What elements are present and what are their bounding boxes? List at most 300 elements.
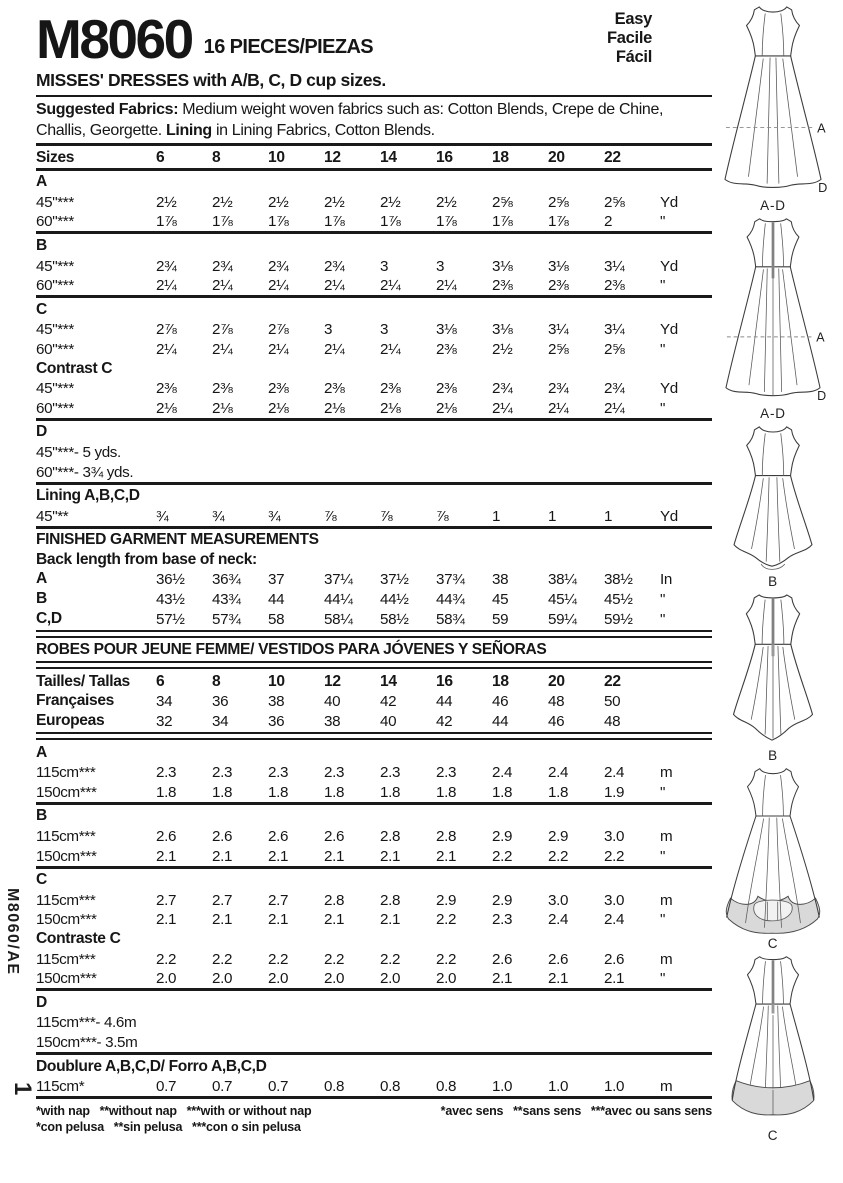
suggested-fabrics <box>36 100 712 141</box>
dress-short-front-illustration <box>714 422 832 574</box>
row-label: D <box>36 423 47 441</box>
row-label: Back length from base of neck: <box>36 550 257 568</box>
table-section-row <box>36 299 712 319</box>
yardage-value: 2.2 <box>492 847 513 865</box>
yardage-value: 0.7 <box>212 1078 233 1096</box>
yardage-value: 2¼ <box>156 340 177 358</box>
view-a-d-front <box>707 2 839 213</box>
yardage-value: 1 <box>548 507 557 525</box>
yardage-value: 2.2 <box>324 950 345 968</box>
yardage-value: 10 <box>268 672 285 690</box>
dress-short-back-illustration <box>714 590 832 748</box>
yardage-value: 2.0 <box>324 970 345 988</box>
row-label: Europeas <box>36 712 105 730</box>
yardage-value: 2.3 <box>156 764 177 782</box>
yardage-value: 2.8 <box>324 891 345 909</box>
yardage-value: 3⅛ <box>548 257 569 275</box>
yardage-value: 36 <box>212 693 229 711</box>
yardage-value: 2¼ <box>604 399 625 417</box>
yardage-value: 2.2 <box>548 847 569 865</box>
yardage-value: 2⅜ <box>324 380 345 398</box>
yardage-value: 2½ <box>436 193 457 211</box>
yardage-value: 2¾ <box>324 257 345 275</box>
yardage-value: 2.0 <box>380 970 401 988</box>
table-section-row <box>36 530 712 550</box>
yardage-value: 2.0 <box>212 970 233 988</box>
yardage-value: 0.8 <box>436 1078 457 1096</box>
yardage-value: 2.0 <box>268 970 289 988</box>
table-data-row <box>36 710 712 730</box>
yardage-value: 32 <box>156 713 173 731</box>
unit-label: " <box>660 783 666 801</box>
yardage-value: 2½ <box>156 193 177 211</box>
table-data-row <box>36 338 712 358</box>
fabrics-text: Medium weight woven fabrics such as: Cotton Blends, Crepe de Chine, Challis, Georgette. <box>36 101 664 139</box>
yardage-value: 2¾ <box>212 257 233 275</box>
yardage-value: 1⅞ <box>380 213 401 231</box>
yardage-value: 0.8 <box>324 1078 345 1096</box>
unit-label: Yd <box>660 380 678 398</box>
row-label: 45"*** <box>36 321 74 339</box>
yardage-value: 2¼ <box>324 277 345 295</box>
yardage-value: 2¾ <box>156 257 177 275</box>
row-label: C,D <box>36 609 62 627</box>
table-data-row <box>36 691 712 711</box>
view-a-d-back <box>707 214 839 421</box>
fabrics-label: Suggested Fabrics: <box>36 101 179 118</box>
table-data-row <box>36 378 712 398</box>
unit-label: Yd <box>660 257 678 275</box>
yardage-value: 2.7 <box>212 891 233 909</box>
table-section-row <box>36 1056 712 1076</box>
yardage-value: 2⅞ <box>268 321 289 339</box>
yardage-value: 2.6 <box>492 950 513 968</box>
table-divider <box>36 732 712 740</box>
yardage-value: 58 <box>268 610 285 628</box>
yardage-value: 2.1 <box>380 911 401 929</box>
row-label: 115cm*** <box>36 764 96 782</box>
row-label: 150cm*** <box>36 783 97 801</box>
row-label: 45"***- 5 yds. <box>36 443 121 461</box>
page-number: 1 <box>9 1082 36 1096</box>
yardage-value: 2.1 <box>324 911 345 929</box>
yardage-value: 58¼ <box>324 610 353 628</box>
yardage-value: 2⅞ <box>212 321 233 339</box>
yardage-value: 2.0 <box>156 970 177 988</box>
row-label: 150cm***- 3.5m <box>36 1033 138 1051</box>
row-label: Françaises <box>36 692 114 710</box>
yardage-value: 2.4 <box>604 911 625 929</box>
yardage-value: 2.6 <box>268 828 289 845</box>
yardage-value: 16 <box>436 148 453 166</box>
yardage-value: 12 <box>324 672 341 690</box>
row-label: FINISHED GARMENT MEASUREMENTS <box>36 531 319 549</box>
yardage-value: 2⅜ <box>212 380 233 398</box>
yardage-value: 34 <box>156 693 173 711</box>
yardage-value: 2.9 <box>492 891 513 909</box>
yardage-value: 2.6 <box>324 828 345 845</box>
yardage-value: 36 <box>268 713 285 731</box>
table-section-row <box>36 806 712 826</box>
yardage-value: 3 <box>380 321 389 339</box>
yardage-value: 2.6 <box>604 950 625 968</box>
yardage-value: 2¼ <box>268 277 289 295</box>
table-data-row <box>36 588 712 608</box>
row-label: 60"*** <box>36 277 74 295</box>
yardage-value: 2⅜ <box>548 277 569 295</box>
dress-long-back-illustration <box>707 214 839 406</box>
yardage-value: 2.1 <box>380 847 401 865</box>
unit-label: " <box>660 591 666 609</box>
yardage-value: 2⅝ <box>492 193 513 211</box>
table-data-row <box>36 397 712 417</box>
footnote-french: *avec sens **sans sens ***avec ou sans sens <box>440 1104 712 1119</box>
table-data-row <box>36 948 712 968</box>
row-label: 150cm*** <box>36 970 97 988</box>
footnote-spanish: *con pelusa **sin pelusa ***con o sin pelusa <box>36 1120 301 1135</box>
yardage-value: 10 <box>268 148 285 166</box>
table-section-row <box>36 358 712 378</box>
yardage-value: 3¼ <box>604 257 625 275</box>
yardage-value: 2.1 <box>268 847 289 865</box>
yardage-value: 2.2 <box>268 950 289 968</box>
yardage-value: 22 <box>604 148 621 166</box>
unit-label: m <box>660 891 673 909</box>
table-note-row <box>36 441 712 461</box>
yardage-value: 46 <box>548 713 565 731</box>
yardage-value: 0.8 <box>380 1078 401 1096</box>
yardage-value: 2⅝ <box>604 340 625 358</box>
yardage-value: 36½ <box>156 571 185 589</box>
yardage-value: 3¼ <box>548 321 569 339</box>
yardage-value: 38 <box>324 713 341 731</box>
yardage-value: 2.1 <box>548 970 569 988</box>
table-note-row <box>36 1012 712 1032</box>
yardage-value: 2.3 <box>492 911 513 929</box>
view-label-a: A <box>817 120 826 136</box>
difficulty-es: Fácil <box>615 48 652 66</box>
yardage-value: 2⅜ <box>492 277 513 295</box>
table-data-row <box>36 211 712 231</box>
view-caption: C <box>767 1128 779 1143</box>
yardage-value: 22 <box>604 672 621 690</box>
yardage-value: 38 <box>492 571 509 589</box>
unit-label: " <box>660 340 666 358</box>
footnotes-row <box>36 1104 712 1118</box>
row-label: B <box>36 807 47 825</box>
table-data-row <box>36 191 712 211</box>
table-divider <box>36 143 712 146</box>
dress-overlay-back-illustration <box>711 952 835 1128</box>
yardage-value: 45½ <box>604 591 633 609</box>
unit-label: m <box>660 764 673 782</box>
yardage-value: 1⅞ <box>268 213 289 231</box>
yardage-value: ¾ <box>156 507 169 525</box>
table-data-row <box>36 845 712 865</box>
yardage-value: 1.8 <box>548 783 569 801</box>
lining-text: in Lining Fabrics, Cotton Blends. <box>211 121 435 139</box>
yardage-value: 2⅛ <box>268 399 289 417</box>
yardage-value: 3⅛ <box>436 321 457 339</box>
yardage-value: 2¾ <box>492 380 513 398</box>
table-divider <box>36 168 712 171</box>
yardage-value: 1.0 <box>492 1078 513 1096</box>
row-label: 45"*** <box>36 193 74 211</box>
row-label: D <box>36 993 47 1011</box>
row-label: Sizes <box>36 148 75 166</box>
yardage-value: 2.9 <box>436 891 457 909</box>
header <box>36 4 712 70</box>
table-data-row <box>36 968 712 988</box>
yardage-value: 14 <box>380 672 397 690</box>
table-section-row <box>36 992 712 1012</box>
yardage-value: 2¼ <box>156 277 177 295</box>
yardage-value: 40 <box>324 693 341 711</box>
yardage-value: ⅞ <box>324 507 337 525</box>
yardage-value: 44½ <box>380 591 409 609</box>
yardage-value: 12 <box>324 148 341 166</box>
table-data-row <box>36 825 712 845</box>
unit-label: m <box>660 1078 673 1096</box>
yardage-value: 44 <box>492 713 509 731</box>
yardage-value: 58½ <box>380 610 409 628</box>
yardage-value: 2.6 <box>548 950 569 968</box>
view-caption: B <box>768 574 778 589</box>
yardage-value: 8 <box>212 148 221 166</box>
yardage-value: ¾ <box>268 507 281 525</box>
yardage-value: 2⅜ <box>380 380 401 398</box>
table-section-row <box>36 928 712 948</box>
yardage-value: 3.0 <box>604 891 625 909</box>
yardage-value: 3.0 <box>604 828 625 845</box>
row-label: B <box>36 590 47 608</box>
yardage-value: 36¾ <box>212 571 241 589</box>
yardage-value: 1.8 <box>324 783 345 801</box>
yardage-value: 2.3 <box>212 764 233 782</box>
table-divider <box>36 418 712 421</box>
yardage-value: 2.1 <box>212 911 233 929</box>
yardage-value: 2⅜ <box>156 380 177 398</box>
yardage-value: 2½ <box>324 193 345 211</box>
unit-label: In <box>660 571 672 589</box>
yardage-value: 2.4 <box>604 764 625 782</box>
yardage-value: 37¼ <box>324 571 353 589</box>
yardage-value: 2¾ <box>268 257 289 275</box>
yardage-value: 40 <box>380 713 397 731</box>
table-divider <box>36 1096 712 1099</box>
yardage-value: 45 <box>492 591 509 609</box>
yardage-value: 0.7 <box>156 1078 177 1096</box>
yardage-value: 1 <box>604 507 613 525</box>
yardage-value: 20 <box>548 672 565 690</box>
view-caption: B <box>768 748 778 763</box>
yardage-value: 44¼ <box>324 591 353 609</box>
row-label: C <box>36 871 47 889</box>
row-label: A <box>36 570 47 588</box>
yardage-value: 1 <box>492 507 501 525</box>
yardage-value: 2.1 <box>156 911 177 929</box>
dress-illustrations <box>704 2 842 1144</box>
lining-label: Lining <box>165 121 212 139</box>
yardage-value: 1.9 <box>604 783 625 801</box>
unit-label: m <box>660 950 673 968</box>
yardage-value: 48 <box>604 713 621 731</box>
yardage-value: 45¼ <box>548 591 577 609</box>
yardage-value: 3.0 <box>548 891 569 909</box>
yardage-value: 2¼ <box>548 399 569 417</box>
yardage-value: 42 <box>380 693 397 711</box>
yardage-value: 14 <box>380 148 397 166</box>
yardage-value: 2½ <box>268 193 289 211</box>
dress-overlay-front-illustration <box>709 764 837 936</box>
yardage-value: 0.7 <box>268 1078 289 1096</box>
table-data-row <box>36 255 712 275</box>
yardage-value: 2.0 <box>436 970 457 988</box>
table-data-row <box>36 889 712 909</box>
view-caption: A-D <box>760 406 786 421</box>
yardage-value: 57½ <box>156 610 185 628</box>
unit-label: " <box>660 911 666 929</box>
yardage-value: 2.7 <box>268 891 289 909</box>
yardage-value: 2.1 <box>268 911 289 929</box>
yardage-value: 2.1 <box>324 847 345 865</box>
yardage-value: 2.2 <box>436 911 457 929</box>
table-divider <box>36 630 712 638</box>
unit-label: m <box>660 828 673 845</box>
yardage-value: 2¼ <box>436 277 457 295</box>
yardage-value: 2⅛ <box>436 399 457 417</box>
yardage-value: 43¾ <box>212 591 241 609</box>
yardage-value: 3 <box>436 257 445 275</box>
yardage-value: 2⅛ <box>156 399 177 417</box>
row-label: 115cm* <box>36 1078 85 1096</box>
yardage-value: 43½ <box>156 591 185 609</box>
yardage-value: 2.9 <box>492 828 513 845</box>
table-section-row <box>36 422 712 442</box>
row-label: 60"*** <box>36 340 74 358</box>
yardage-value: 3 <box>380 257 389 275</box>
yardage-value: 37½ <box>380 571 409 589</box>
unit-label: " <box>660 847 666 865</box>
yardage-value: 1.8 <box>156 783 177 801</box>
yardage-value: 3⅛ <box>492 257 513 275</box>
row-label: 60"*** <box>36 213 74 231</box>
yardage-value: 2.2 <box>604 847 625 865</box>
yardage-value: 2.3 <box>268 764 289 782</box>
view-b-back <box>714 590 832 763</box>
yardage-value: 2½ <box>212 193 233 211</box>
yardage-value: 2¼ <box>492 399 513 417</box>
yardage-panel <box>36 4 712 1134</box>
row-label: Contraste C <box>36 929 121 947</box>
row-label: ROBES POUR JEUNE FEMME/ VESTIDOS PARA JÓVENES Y SEÑORAS <box>36 641 547 659</box>
yardage-value: 38½ <box>604 571 633 589</box>
yardage-value: 38¼ <box>548 571 577 589</box>
row-label: C <box>36 300 47 318</box>
yardage-value: 3 <box>324 321 333 339</box>
pattern-number: M8060 <box>36 8 192 70</box>
table-data-row <box>36 505 712 525</box>
view-c-front <box>709 764 837 951</box>
yardage-value: 1.8 <box>268 783 289 801</box>
yardage-value: 2¼ <box>212 340 233 358</box>
yardage-value: 2⅝ <box>548 193 569 211</box>
yardage-value: 2 <box>604 213 613 231</box>
table-data-row <box>36 671 712 691</box>
row-label: 115cm*** <box>36 828 96 845</box>
yardage-value: 2½ <box>380 193 401 211</box>
table-data-row <box>36 1076 712 1096</box>
table-note-row <box>36 1031 712 1051</box>
row-label: 45"*** <box>36 380 74 398</box>
table-divider <box>36 988 712 991</box>
unit-label: Yd <box>660 507 678 525</box>
row-label: 150cm*** <box>36 911 97 929</box>
yardage-value: 2⅛ <box>380 399 401 417</box>
yardage-value: 2.7 <box>156 891 177 909</box>
yardage-value: 2.1 <box>492 970 513 988</box>
yardage-value: 2.3 <box>436 764 457 782</box>
unit-label: " <box>660 213 666 231</box>
table-data-row <box>36 319 712 339</box>
yardage-value: 1⅞ <box>548 213 569 231</box>
yardage-value: 2¼ <box>380 340 401 358</box>
yardage-value: 1⅞ <box>436 213 457 231</box>
yardage-value: 1.8 <box>492 783 513 801</box>
view-caption: A-D <box>760 198 786 213</box>
unit-label: " <box>660 277 666 295</box>
table-divider <box>36 295 712 298</box>
yardage-value: 48 <box>548 693 565 711</box>
yardage-value: 1.8 <box>212 783 233 801</box>
row-label: B <box>36 236 47 254</box>
row-label: 150cm*** <box>36 847 97 865</box>
yardage-value: 2¼ <box>380 277 401 295</box>
row-label: 60"*** <box>36 399 74 417</box>
yardage-value: 2.1 <box>156 847 177 865</box>
yardage-value: 2⅛ <box>324 399 345 417</box>
yardage-value: 2⅝ <box>604 193 625 211</box>
row-label: 45"*** <box>36 257 74 275</box>
row-label: 115cm*** <box>36 891 96 909</box>
row-label: Lining A,B,C,D <box>36 487 140 505</box>
yardage-value: 1⅞ <box>492 213 513 231</box>
row-label: A <box>36 743 47 761</box>
table-section-row <box>36 742 712 762</box>
table-data-row <box>36 909 712 929</box>
view-label-a: A <box>816 330 825 345</box>
row-label: 115cm***- 4.6m <box>36 1014 137 1032</box>
table-section-row <box>36 235 712 255</box>
row-label: Contrast C <box>36 359 113 377</box>
yardage-value: 1.0 <box>548 1078 569 1096</box>
yardage-value: 2⅜ <box>436 380 457 398</box>
yardage-value: 2¼ <box>268 340 289 358</box>
table-section-row <box>36 172 712 192</box>
yardage-value: 2⅛ <box>212 399 233 417</box>
table-divider <box>36 231 712 234</box>
yardage-value: ⅞ <box>380 507 393 525</box>
yardage-value: 16 <box>436 672 453 690</box>
yardage-value: 34 <box>212 713 229 731</box>
yardage-value: 8 <box>212 672 221 690</box>
yardage-value: 2¾ <box>604 380 625 398</box>
view-c-back <box>711 952 835 1143</box>
view-caption: C <box>767 936 779 951</box>
table-divider <box>36 1052 712 1055</box>
row-label: 45"** <box>36 507 69 525</box>
unit-label: " <box>660 610 666 628</box>
